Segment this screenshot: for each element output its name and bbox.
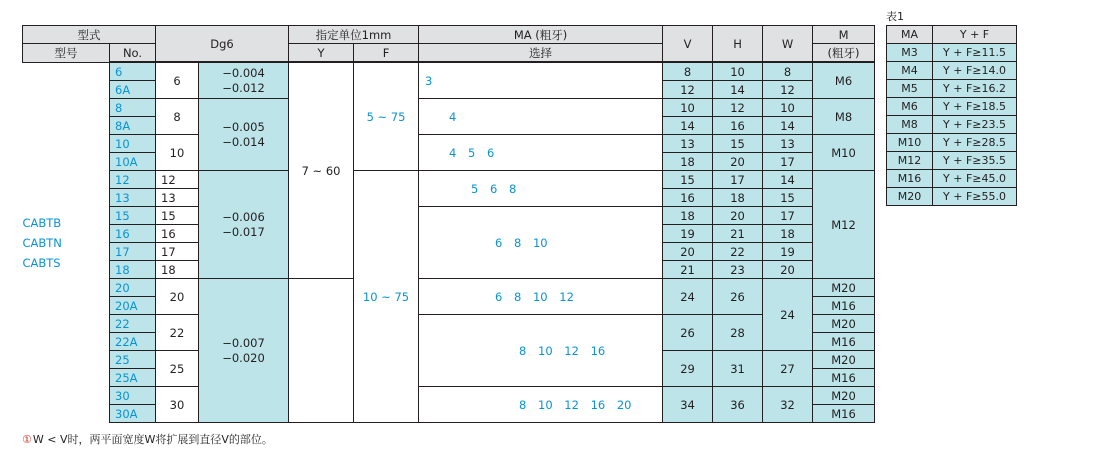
tolerance-lower: −0.020	[222, 350, 265, 365]
no-cell: 10A	[110, 153, 156, 171]
model-name: CABTN	[22, 235, 62, 250]
side-yf: Y + F≥35.5	[933, 152, 1017, 170]
tolerance-cell	[199, 171, 289, 279]
side-yf: Y + F≥11.5	[933, 44, 1017, 62]
side-yf: Y + F≥18.5	[933, 98, 1017, 116]
model-name: CABTS	[22, 255, 61, 270]
v-cell: 14	[663, 117, 713, 135]
d-cell: 16	[156, 225, 199, 243]
v-cell: 8	[663, 62, 713, 81]
h-cell: 26	[713, 279, 763, 315]
ma-option: 8 10 12 16	[419, 315, 663, 387]
h-cell: 15	[713, 135, 763, 153]
tolerance-lower: −0.012	[222, 80, 265, 95]
tolerance-cell	[199, 62, 289, 99]
w-cell: 15	[763, 189, 813, 207]
d-cell: 8	[156, 99, 199, 135]
w-cell: 14	[763, 171, 813, 189]
d-cell: 17	[156, 243, 199, 261]
no-cell: 30	[110, 387, 156, 405]
d-cell: 12	[156, 171, 199, 189]
no-cell: 6A	[110, 81, 156, 99]
m-cell: M20	[813, 387, 875, 405]
side-ma: M12	[887, 152, 933, 170]
h-cell: 23	[713, 261, 763, 279]
side-header-yf: Y + F	[933, 26, 1017, 44]
ma-option: 6 8 10	[419, 207, 663, 279]
header-ma-select: 选择	[419, 44, 663, 63]
no-cell: 22	[110, 315, 156, 333]
no-cell: 6	[110, 62, 156, 81]
m-cell: M16	[813, 333, 875, 351]
v-cell: 29	[663, 351, 713, 387]
side-yf: Y + F≥14.0	[933, 62, 1017, 80]
ma-option: 4 5 6	[419, 135, 663, 171]
d-cell: 6	[156, 62, 199, 99]
side-yf: Y + F≥55.0	[933, 188, 1017, 206]
side-yf: Y + F≥16.2	[933, 80, 1017, 98]
w-cell: 17	[763, 153, 813, 171]
h-cell: 20	[713, 207, 763, 225]
header-f: F	[354, 44, 419, 63]
v-cell: 19	[663, 225, 713, 243]
ma-option: 3	[419, 62, 663, 99]
w-cell: 12	[763, 81, 813, 99]
footnote-mark: ①	[22, 433, 32, 446]
tolerance-lower: −0.017	[222, 224, 265, 239]
h-cell: 18	[713, 189, 763, 207]
w-cell: 19	[763, 243, 813, 261]
y-range: 7 ~ 60	[289, 62, 354, 279]
side-ma: M8	[887, 116, 933, 134]
tolerance-upper: −0.007	[222, 335, 265, 350]
h-cell: 22	[713, 243, 763, 261]
side-ma: M3	[887, 44, 933, 62]
side-ma: M10	[887, 134, 933, 152]
w-cell: 32	[763, 387, 813, 423]
no-cell: 20A	[110, 297, 156, 315]
w-cell: 27	[763, 351, 813, 387]
tolerance-upper: −0.005	[222, 119, 265, 134]
ma-option: 8 10 12 16 20	[419, 387, 663, 423]
no-cell: 15	[110, 207, 156, 225]
header-m: M	[813, 26, 875, 44]
d-cell: 25	[156, 351, 199, 387]
w-cell: 18	[763, 225, 813, 243]
v-cell: 24	[663, 279, 713, 315]
no-cell: 8A	[110, 117, 156, 135]
no-cell: 8	[110, 99, 156, 117]
no-cell: 25A	[110, 369, 156, 387]
m-cell: M20	[813, 315, 875, 333]
header-dg6: Dg6	[156, 26, 289, 63]
header-y: Y	[289, 44, 354, 63]
m-cell: M20	[813, 279, 875, 297]
f-range: 10 ~ 75	[354, 171, 419, 423]
header-h: H	[713, 26, 763, 63]
tolerance-lower: −0.014	[222, 134, 265, 149]
header-v: V	[663, 26, 713, 63]
m-cell: M10	[813, 135, 875, 171]
side-yf: Y + F≥45.0	[933, 170, 1017, 188]
h-cell: 12	[713, 99, 763, 117]
no-cell: 13	[110, 189, 156, 207]
no-cell: 20	[110, 279, 156, 297]
no-cell: 16	[110, 225, 156, 243]
side-yf: Y + F≥28.5	[933, 134, 1017, 152]
m-cell: M6	[813, 62, 875, 99]
w-cell: 14	[763, 117, 813, 135]
spec-table	[22, 25, 875, 423]
w-cell: 24	[763, 279, 813, 351]
m-cell: M8	[813, 99, 875, 135]
w-cell: 13	[763, 135, 813, 153]
side-ma: M5	[887, 80, 933, 98]
side-ma: M4	[887, 62, 933, 80]
m-cell: M16	[813, 405, 875, 423]
no-cell: 25	[110, 351, 156, 369]
v-cell: 12	[663, 81, 713, 99]
side-table-title: 表1	[886, 10, 904, 23]
model-name: CABTB	[22, 215, 62, 230]
d-cell: 13	[156, 189, 199, 207]
header-w: W	[763, 26, 813, 63]
w-cell: 10	[763, 99, 813, 117]
ma-option: 4	[419, 99, 663, 135]
d-cell: 22	[156, 315, 199, 351]
m-cell: M16	[813, 297, 875, 315]
tolerance-cell	[199, 279, 289, 423]
m-cell: M12	[813, 171, 875, 279]
m-cell: M16	[813, 369, 875, 387]
no-cell: 30A	[110, 405, 156, 423]
v-cell: 26	[663, 315, 713, 351]
footnote-text: W < V时，两平面宽度W将扩展到直径V的部位。	[32, 433, 273, 446]
w-cell: 20	[763, 261, 813, 279]
header-no: No.	[110, 44, 156, 63]
v-cell: 20	[663, 243, 713, 261]
h-cell: 28	[713, 315, 763, 351]
side-ma: M6	[887, 98, 933, 116]
side-yf: Y + F≥23.5	[933, 116, 1017, 134]
v-cell: 15	[663, 171, 713, 189]
tolerance-upper: −0.006	[222, 209, 265, 224]
w-cell: 17	[763, 207, 813, 225]
tolerance-upper: −0.004	[222, 65, 265, 80]
d-cell: 30	[156, 387, 199, 423]
f-range: 5 ~ 75	[354, 62, 419, 171]
w-cell: 8	[763, 62, 813, 81]
no-cell: 10	[110, 135, 156, 153]
h-cell: 21	[713, 225, 763, 243]
d-cell: 10	[156, 135, 199, 171]
model-names	[23, 62, 110, 423]
v-cell: 18	[663, 153, 713, 171]
h-cell: 20	[713, 153, 763, 171]
v-cell: 34	[663, 387, 713, 423]
v-cell: 10	[663, 99, 713, 117]
footnote	[22, 431, 273, 447]
header-ma: MA (粗牙)	[419, 26, 663, 44]
side-table	[886, 25, 1017, 206]
tolerance-cell	[199, 99, 289, 171]
v-cell: 18	[663, 207, 713, 225]
side-header-ma: MA	[887, 26, 933, 44]
side-ma: M16	[887, 170, 933, 188]
h-cell: 31	[713, 351, 763, 387]
d-cell: 18	[156, 261, 199, 279]
side-ma: M20	[887, 188, 933, 206]
no-cell: 12	[110, 171, 156, 189]
ma-option: 6 8 10 12	[419, 279, 663, 315]
y-range-blank	[289, 279, 354, 423]
v-cell: 16	[663, 189, 713, 207]
no-cell: 22A	[110, 333, 156, 351]
header-type: 型式	[23, 26, 156, 44]
d-cell: 15	[156, 207, 199, 225]
h-cell: 10	[713, 62, 763, 81]
v-cell: 21	[663, 261, 713, 279]
no-cell: 18	[110, 261, 156, 279]
h-cell: 17	[713, 171, 763, 189]
v-cell: 13	[663, 135, 713, 153]
header-m-sub: (粗牙)	[813, 44, 875, 63]
h-cell: 14	[713, 81, 763, 99]
ma-option: 5 6 8	[419, 171, 663, 207]
header-model: 型号	[23, 44, 110, 63]
no-cell: 17	[110, 243, 156, 261]
d-cell: 20	[156, 279, 199, 315]
header-unit: 指定单位1mm	[289, 26, 419, 44]
h-cell: 16	[713, 117, 763, 135]
m-cell: M20	[813, 351, 875, 369]
h-cell: 36	[713, 387, 763, 423]
